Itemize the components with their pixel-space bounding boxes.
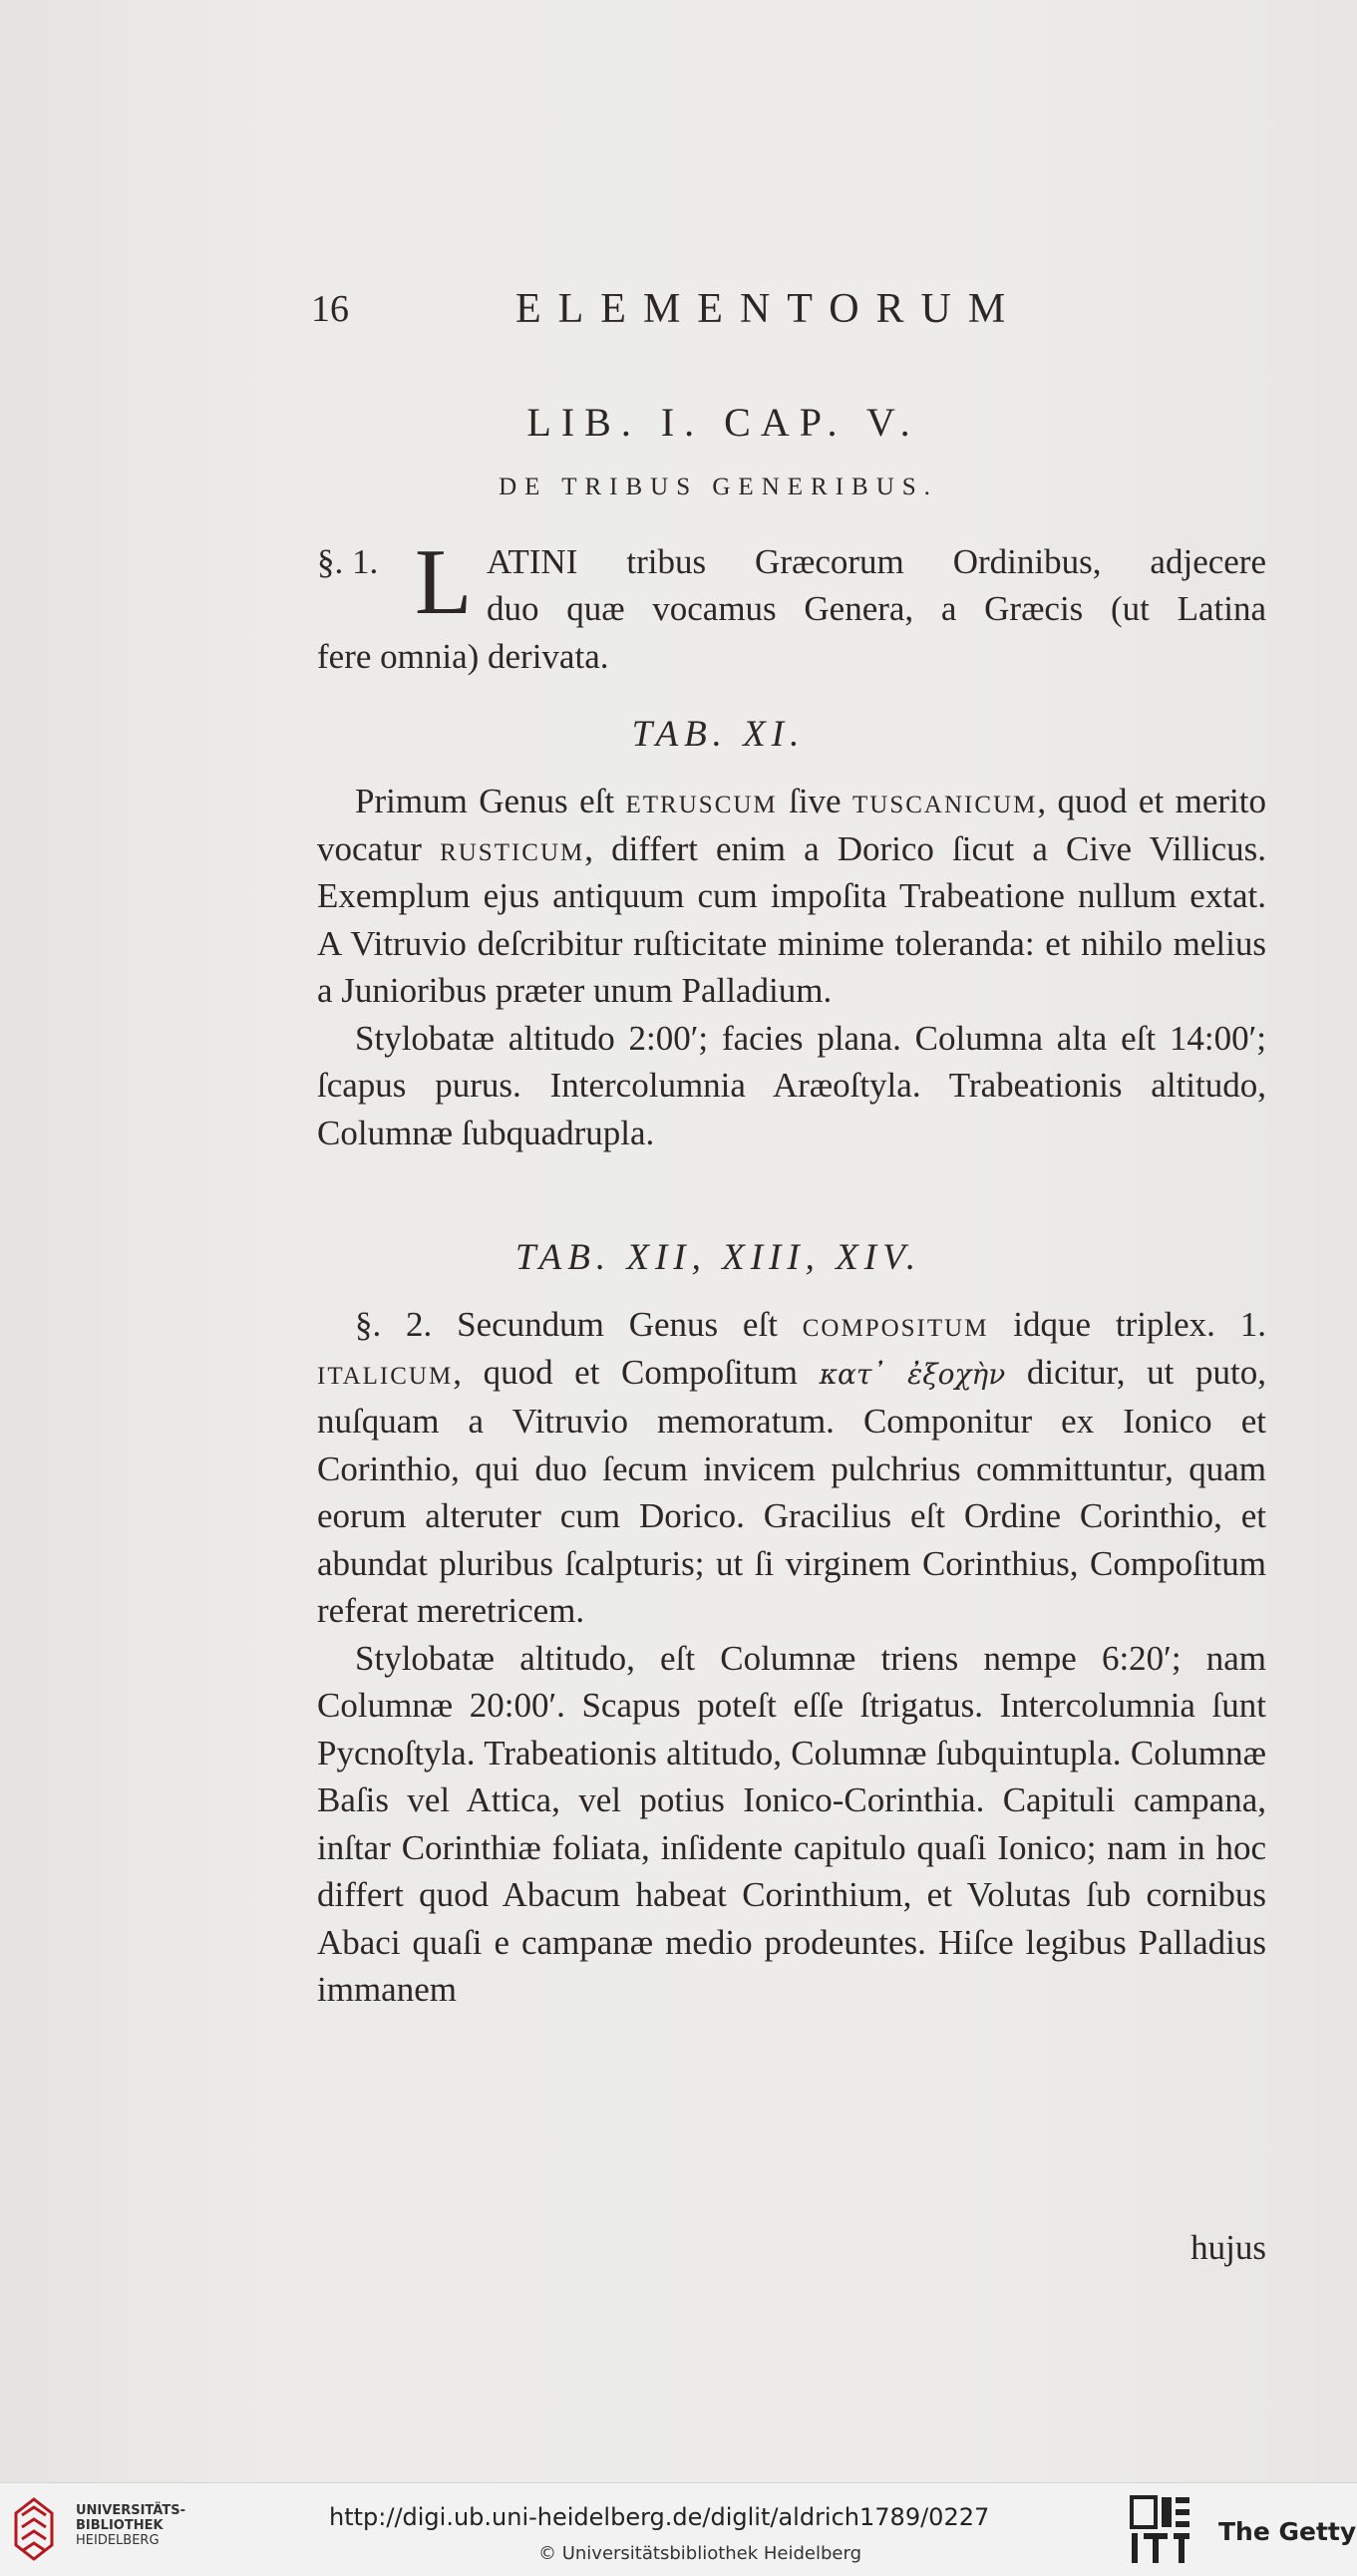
drop-cap: L <box>415 530 473 634</box>
plate-reference-heading: TAB. XI. <box>631 714 806 755</box>
running-head-title: ELEMENTORUM <box>515 286 1023 332</box>
university-library-name: UNIVERSITÄTS- BIBLIOTHEK HEIDELBERG <box>76 2503 185 2548</box>
catchword: hujus <box>1190 2228 1266 2267</box>
opening-line-3: fere omnia) derivata. <box>317 637 609 676</box>
section-number: §. 1. <box>317 542 379 581</box>
opening-line-2: duo quæ vocamus Genera, a Græcis (ut Latina <box>487 589 1266 628</box>
footer-bar <box>0 2482 1357 2576</box>
copyright-notice: © Universitätsbibliothek Heidelberg <box>538 2543 862 2564</box>
paragraph-secundum-genus: §. 2. Secundum Genus eſt compositum idque triplex. 1. italicum, quod et Compoſitum κατ᾽ ἐξοχὴν dicitur, ut puto, nuſquam a Vitruvio memoratum. Componitur ex Ionico et Corinthio, qui duo ſecum invicem pulchrius committuntur, quam eorum alteruter cum Dorico. Gracilius eſt Ordine Corinthio, et abundat pluribus ſcalpturis; ut ſi virginem Corinthius, Compoſitum referat meretricem. <box>317 1305 1266 1630</box>
opening-line-1: ATINI tribus Græcorum Ordinibus, adjecere <box>487 542 1266 581</box>
paragraph-stylobatae-2: Stylobatæ altitudo, eſt Columnæ triens nempe 6:20′; nam Columnæ 20:00′. Scapus poteſt eſſe ſtrigatus. Intercolumnia ſunt Pycnoſtyla. Trabeationis altitudo, Columnæ ſubquintupla. Columnæ Baſis vel Attica, vel potius Ionico-Corinthia. Capituli campana, inſtar Corinthiæ foliata, inſidente capitulo quaſi Ionico; nam in hoc differt quod Abacum habeat Corinthium, et Volutas ſub cornibus Abaci quaſi e campanæ medio prodeuntes. Hiſce legibus Palladius immanem <box>317 1638 1266 2009</box>
body-text-block-2 <box>317 1301 1266 2014</box>
getty-logo-icon[interactable] <box>1130 2495 1191 2565</box>
body-text-block-1 <box>317 778 1266 1156</box>
page-number: 16 <box>311 288 349 330</box>
chapter-title: LIB. I. CAP. V. <box>526 400 920 445</box>
running-head <box>311 287 1268 337</box>
university-library-logo-icon[interactable] <box>14 2497 54 2561</box>
permalink-url[interactable]: http://digi.ub.uni-heidelberg.de/diglit/aldrich1789/0227 <box>329 2503 990 2531</box>
chapter-subtitle: DE TRIBUS GENERIBUS. <box>499 474 938 500</box>
paragraph-primum-genus: Primum Genus eſt etruscum ſive tuscanicum, quod et merito vocatur rusticum, differt enim a Dorico ſicut a Cive Villicus. Exemplum ejus antiquum cum impoſita Trabeatione nullum extat. A Vitruvio deſcribitur ruſticitate minime toleranda: et nihilo melius a Junioribus præter unum Palladium. <box>317 782 1267 1010</box>
paragraph-stylobatae-1: Stylobatæ altitudo 2:00′; facies plana. Columna alta eſt 14:00′; ſcapus purus. Intercolumnia Aræoſtyla. Trabeationis altitudo, Columnæ ſubquadrupla. <box>317 1018 1266 1152</box>
plate-reference-heading-2: TAB. XII, XIII, XIV. <box>514 1237 922 1278</box>
getty-name: The Getty <box>1218 2517 1357 2546</box>
